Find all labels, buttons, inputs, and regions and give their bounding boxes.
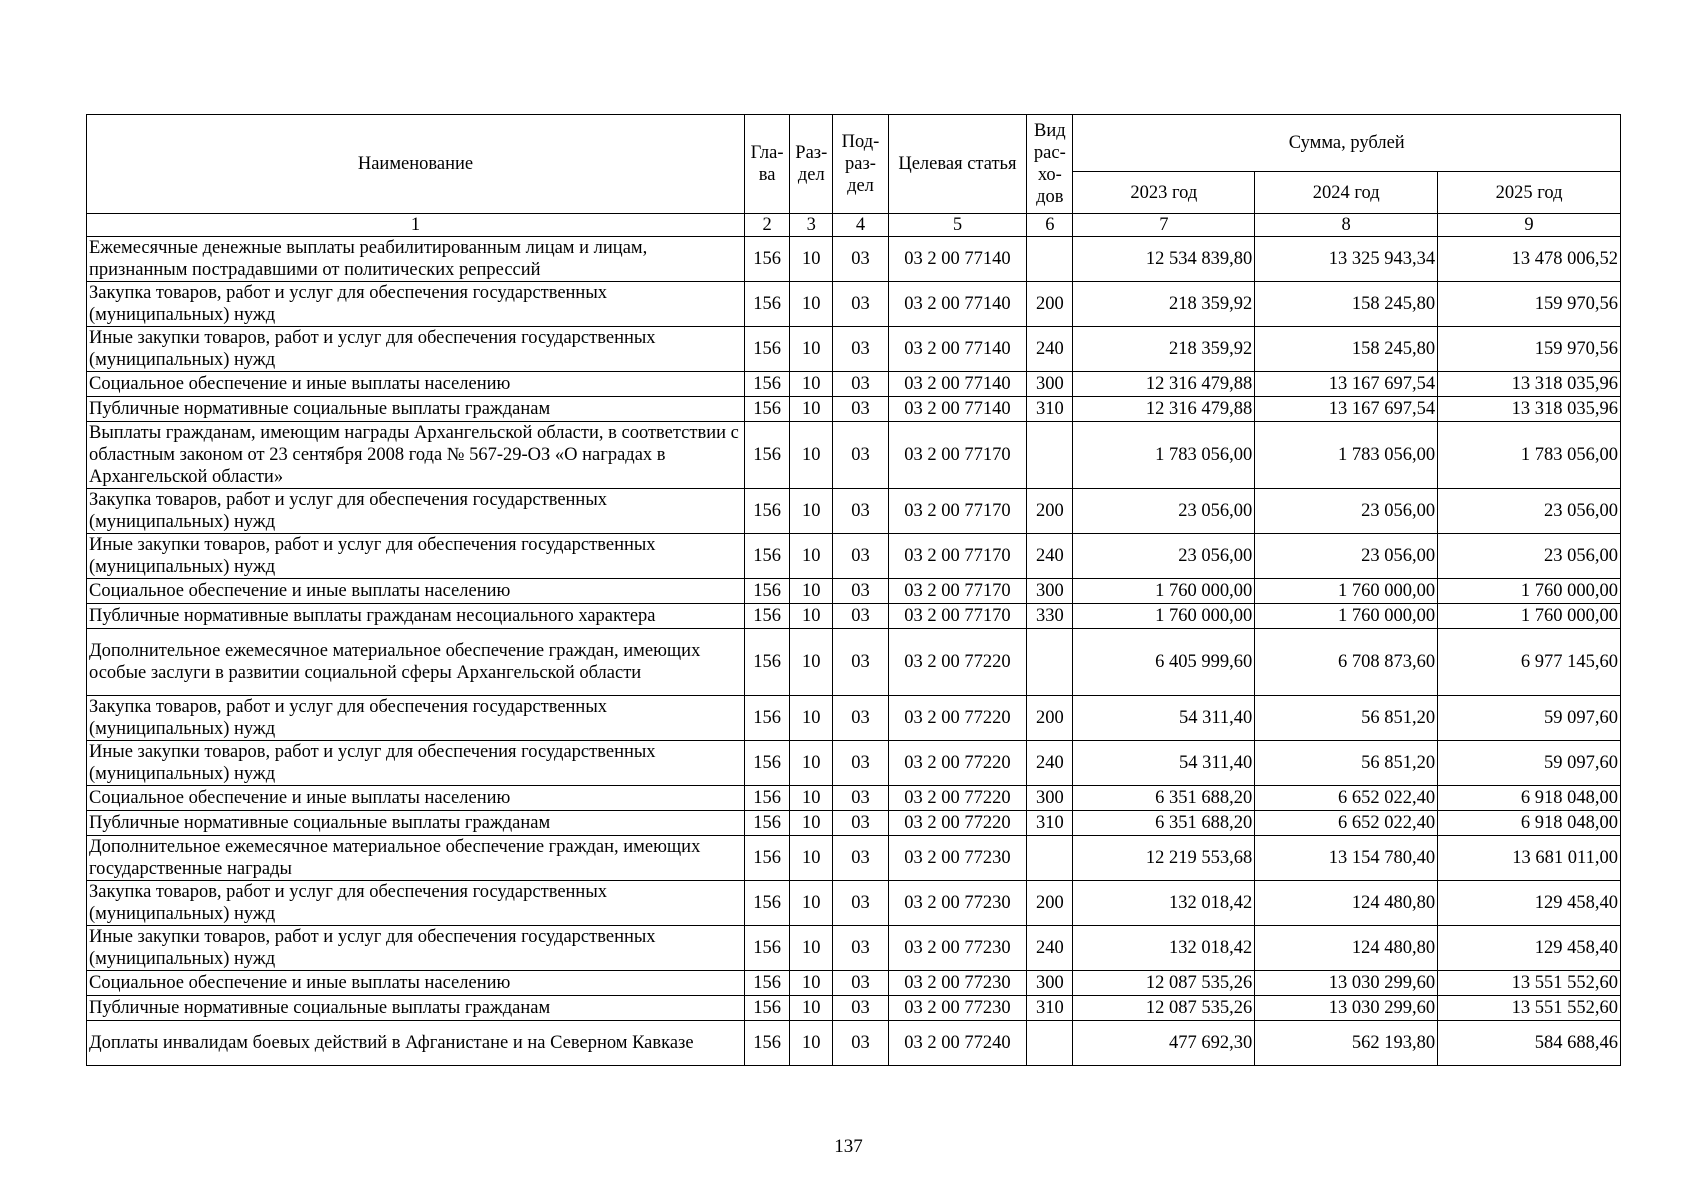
row-celevaya-statya: 03 2 00 77220: [888, 696, 1027, 741]
column-number: 8: [1255, 214, 1438, 237]
row-vid-rashodov: 310: [1027, 996, 1073, 1021]
row-vid-rashodov: 300: [1027, 971, 1073, 996]
row-celevaya-statya: 03 2 00 77170: [888, 422, 1027, 489]
row-podrazdel: 03: [833, 534, 888, 579]
row-vid-rashodov: 300: [1027, 786, 1073, 811]
row-vid-rashodov: 310: [1027, 397, 1073, 422]
table-row: [87, 811, 1621, 836]
row-celevaya-statya: 03 2 00 77220: [888, 741, 1027, 786]
row-celevaya-statya: 03 2 00 77170: [888, 604, 1027, 629]
row-vid-rashodov: [1027, 1021, 1073, 1066]
row-celevaya-statya: 03 2 00 77230: [888, 971, 1027, 996]
row-razdel: 10: [790, 811, 833, 836]
row-amount-2025: 13 318 035,96: [1438, 397, 1621, 422]
column-number: 1: [87, 214, 745, 237]
row-amount-2023: 23 056,00: [1073, 489, 1255, 534]
row-name: Социальное обеспечение и иные выплаты населению: [87, 579, 745, 604]
table-row: [87, 696, 1621, 741]
column-number: 4: [833, 214, 888, 237]
row-podrazdel: 03: [833, 881, 888, 926]
row-celevaya-statya: 03 2 00 77140: [888, 397, 1027, 422]
row-amount-2024: 56 851,20: [1255, 741, 1438, 786]
row-amount-2025: 13 318 035,96: [1438, 372, 1621, 397]
row-razdel: 10: [790, 604, 833, 629]
row-glava: 156: [744, 996, 789, 1021]
column-number: 9: [1438, 214, 1621, 237]
row-name: Публичные нормативные социальные выплаты гражданам: [87, 397, 745, 422]
column-number-row: [87, 214, 1621, 237]
row-celevaya-statya: 03 2 00 77170: [888, 489, 1027, 534]
row-amount-2023: 12 219 553,68: [1073, 836, 1255, 881]
row-name: Социальное обеспечение и иные выплаты населению: [87, 971, 745, 996]
row-amount-2023: 1 760 000,00: [1073, 604, 1255, 629]
budget-table: [86, 114, 1621, 1066]
row-amount-2024: 158 245,80: [1255, 282, 1438, 327]
column-number: 3: [790, 214, 833, 237]
row-amount-2023: 1 783 056,00: [1073, 422, 1255, 489]
row-vid-rashodov: 240: [1027, 926, 1073, 971]
table-row: [87, 881, 1621, 926]
row-glava: 156: [744, 971, 789, 996]
row-amount-2025: 1 760 000,00: [1438, 579, 1621, 604]
row-razdel: 10: [790, 1021, 833, 1066]
header-vid-rashodov: Вид рас-хо-дов: [1027, 115, 1073, 214]
row-razdel: 10: [790, 836, 833, 881]
row-podrazdel: 03: [833, 971, 888, 996]
row-name: Выплаты гражданам, имеющим награды Архангельской области, в соответствии с областным законом от 23 сентября 2008 года № 567-29-ОЗ «О наградах в Архангельской области»: [87, 422, 745, 489]
row-celevaya-statya: 03 2 00 77220: [888, 811, 1027, 836]
row-amount-2025: 159 970,56: [1438, 327, 1621, 372]
row-razdel: 10: [790, 696, 833, 741]
row-amount-2024: 6 652 022,40: [1255, 786, 1438, 811]
row-amount-2025: 59 097,60: [1438, 741, 1621, 786]
row-glava: 156: [744, 327, 789, 372]
row-celevaya-statya: 03 2 00 77230: [888, 926, 1027, 971]
row-amount-2025: 59 097,60: [1438, 696, 1621, 741]
row-glava: 156: [744, 489, 789, 534]
row-name: Закупка товаров, работ и услуг для обеспечения государственных (муниципальных) нужд: [87, 881, 745, 926]
table-row: [87, 372, 1621, 397]
row-amount-2023: 6 351 688,20: [1073, 786, 1255, 811]
row-razdel: 10: [790, 579, 833, 604]
header-glava: Гла-ва: [744, 115, 789, 214]
row-celevaya-statya: 03 2 00 77140: [888, 237, 1027, 282]
row-amount-2023: 132 018,42: [1073, 926, 1255, 971]
row-name: Публичные нормативные социальные выплаты гражданам: [87, 811, 745, 836]
row-celevaya-statya: 03 2 00 77170: [888, 534, 1027, 579]
row-podrazdel: 03: [833, 282, 888, 327]
table-row: [87, 422, 1621, 489]
row-razdel: 10: [790, 422, 833, 489]
row-podrazdel: 03: [833, 786, 888, 811]
row-vid-rashodov: 300: [1027, 579, 1073, 604]
row-amount-2025: 13 551 552,60: [1438, 971, 1621, 996]
row-amount-2024: 124 480,80: [1255, 926, 1438, 971]
row-celevaya-statya: 03 2 00 77220: [888, 629, 1027, 696]
table-body: [87, 237, 1621, 1066]
row-name: Иные закупки товаров, работ и услуг для обеспечения государственных (муниципальных) нужд: [87, 926, 745, 971]
row-razdel: 10: [790, 327, 833, 372]
row-amount-2023: 477 692,30: [1073, 1021, 1255, 1066]
row-glava: 156: [744, 534, 789, 579]
row-celevaya-statya: 03 2 00 77140: [888, 327, 1027, 372]
row-razdel: 10: [790, 971, 833, 996]
header-podrazdel: Под-раз-дел: [833, 115, 888, 214]
row-glava: 156: [744, 237, 789, 282]
row-name: Доплаты инвалидам боевых действий в Афганистане и на Северном Кавказе: [87, 1021, 745, 1066]
row-razdel: 10: [790, 237, 833, 282]
row-amount-2024: 56 851,20: [1255, 696, 1438, 741]
row-amount-2025: 6 977 145,60: [1438, 629, 1621, 696]
row-podrazdel: 03: [833, 604, 888, 629]
table-row: [87, 579, 1621, 604]
row-amount-2023: 12 087 535,26: [1073, 971, 1255, 996]
row-glava: 156: [744, 786, 789, 811]
row-podrazdel: 03: [833, 926, 888, 971]
row-glava: 156: [744, 836, 789, 881]
table-row: [87, 327, 1621, 372]
row-amount-2023: 6 405 999,60: [1073, 629, 1255, 696]
row-vid-rashodov: 240: [1027, 741, 1073, 786]
row-glava: 156: [744, 741, 789, 786]
row-name: Иные закупки товаров, работ и услуг для обеспечения государственных (муниципальных) нужд: [87, 327, 745, 372]
row-celevaya-statya: 03 2 00 77140: [888, 282, 1027, 327]
row-vid-rashodov: 200: [1027, 489, 1073, 534]
row-amount-2024: 13 030 299,60: [1255, 971, 1438, 996]
row-razdel: 10: [790, 881, 833, 926]
row-name: Публичные нормативные социальные выплаты гражданам: [87, 996, 745, 1021]
row-razdel: 10: [790, 741, 833, 786]
row-glava: 156: [744, 372, 789, 397]
row-amount-2023: 12 534 839,80: [1073, 237, 1255, 282]
table-row: [87, 836, 1621, 881]
row-podrazdel: 03: [833, 696, 888, 741]
row-amount-2023: 132 018,42: [1073, 881, 1255, 926]
row-amount-2024: 13 167 697,54: [1255, 397, 1438, 422]
row-vid-rashodov: 300: [1027, 372, 1073, 397]
row-celevaya-statya: 03 2 00 77230: [888, 996, 1027, 1021]
row-celevaya-statya: 03 2 00 77220: [888, 786, 1027, 811]
row-amount-2024: 13 030 299,60: [1255, 996, 1438, 1021]
row-name: Иные закупки товаров, работ и услуг для обеспечения государственных (муниципальных) нужд: [87, 741, 745, 786]
column-number: 6: [1027, 214, 1073, 237]
row-glava: 156: [744, 579, 789, 604]
row-podrazdel: 03: [833, 422, 888, 489]
header-name: Наименование: [87, 115, 745, 214]
row-podrazdel: 03: [833, 579, 888, 604]
row-vid-rashodov: 240: [1027, 534, 1073, 579]
table-row: [87, 534, 1621, 579]
row-celevaya-statya: 03 2 00 77240: [888, 1021, 1027, 1066]
row-amount-2023: 12 316 479,88: [1073, 372, 1255, 397]
row-razdel: 10: [790, 786, 833, 811]
row-razdel: 10: [790, 372, 833, 397]
row-vid-rashodov: [1027, 237, 1073, 282]
row-glava: 156: [744, 397, 789, 422]
row-celevaya-statya: 03 2 00 77140: [888, 372, 1027, 397]
row-razdel: 10: [790, 996, 833, 1021]
row-amount-2025: 1 783 056,00: [1438, 422, 1621, 489]
row-razdel: 10: [790, 489, 833, 534]
row-podrazdel: 03: [833, 811, 888, 836]
row-amount-2024: 6 708 873,60: [1255, 629, 1438, 696]
row-amount-2024: 23 056,00: [1255, 534, 1438, 579]
header-year-2025: 2025 год: [1438, 172, 1621, 214]
table-row: [87, 1021, 1621, 1066]
row-amount-2025: 584 688,46: [1438, 1021, 1621, 1066]
row-vid-rashodov: 330: [1027, 604, 1073, 629]
row-razdel: 10: [790, 629, 833, 696]
row-amount-2023: 23 056,00: [1073, 534, 1255, 579]
header-celevaya-statya: Целевая статья: [888, 115, 1027, 214]
row-vid-rashodov: [1027, 629, 1073, 696]
row-podrazdel: 03: [833, 489, 888, 534]
row-amount-2023: 54 311,40: [1073, 741, 1255, 786]
table-row: [87, 282, 1621, 327]
row-name: Дополнительное ежемесячное материальное обеспечение граждан, имеющих особые заслуги в развитии социальной сферы Архангельской области: [87, 629, 745, 696]
row-amount-2025: 129 458,40: [1438, 926, 1621, 971]
row-glava: 156: [744, 1021, 789, 1066]
row-amount-2025: 13 681 011,00: [1438, 836, 1621, 881]
table-row: [87, 926, 1621, 971]
row-glava: 156: [744, 629, 789, 696]
table-row: [87, 397, 1621, 422]
row-amount-2023: 12 087 535,26: [1073, 996, 1255, 1021]
row-glava: 156: [744, 811, 789, 836]
row-razdel: 10: [790, 397, 833, 422]
row-glava: 156: [744, 282, 789, 327]
row-razdel: 10: [790, 926, 833, 971]
column-number: 2: [744, 214, 789, 237]
row-amount-2024: 13 167 697,54: [1255, 372, 1438, 397]
row-amount-2024: 1 760 000,00: [1255, 604, 1438, 629]
column-number: 5: [888, 214, 1027, 237]
row-amount-2024: 23 056,00: [1255, 489, 1438, 534]
row-celevaya-statya: 03 2 00 77230: [888, 881, 1027, 926]
row-amount-2025: 13 551 552,60: [1438, 996, 1621, 1021]
header-year-2023: 2023 год: [1073, 172, 1255, 214]
row-podrazdel: 03: [833, 372, 888, 397]
row-name: Закупка товаров, работ и услуг для обеспечения государственных (муниципальных) нужд: [87, 489, 745, 534]
row-podrazdel: 03: [833, 836, 888, 881]
table-row: [87, 237, 1621, 282]
row-amount-2024: 158 245,80: [1255, 327, 1438, 372]
row-amount-2023: 218 359,92: [1073, 327, 1255, 372]
row-amount-2025: 1 760 000,00: [1438, 604, 1621, 629]
table-row: [87, 786, 1621, 811]
row-podrazdel: 03: [833, 629, 888, 696]
row-glava: 156: [744, 422, 789, 489]
row-glava: 156: [744, 881, 789, 926]
row-podrazdel: 03: [833, 741, 888, 786]
row-name: Иные закупки товаров, работ и услуг для обеспечения государственных (муниципальных) нужд: [87, 534, 745, 579]
row-amount-2024: 124 480,80: [1255, 881, 1438, 926]
row-name: Дополнительное ежемесячное материальное обеспечение граждан, имеющих государственные награды: [87, 836, 745, 881]
row-amount-2023: 1 760 000,00: [1073, 579, 1255, 604]
row-celevaya-statya: 03 2 00 77230: [888, 836, 1027, 881]
row-amount-2025: 129 458,40: [1438, 881, 1621, 926]
row-amount-2025: 6 918 048,00: [1438, 811, 1621, 836]
row-vid-rashodov: [1027, 422, 1073, 489]
row-amount-2024: 13 154 780,40: [1255, 836, 1438, 881]
row-name: Публичные нормативные выплаты гражданам несоциального характера: [87, 604, 745, 629]
row-vid-rashodov: [1027, 836, 1073, 881]
row-name: Социальное обеспечение и иные выплаты населению: [87, 786, 745, 811]
row-vid-rashodov: 200: [1027, 282, 1073, 327]
row-amount-2023: 12 316 479,88: [1073, 397, 1255, 422]
row-amount-2024: 1 760 000,00: [1255, 579, 1438, 604]
row-amount-2025: 23 056,00: [1438, 489, 1621, 534]
row-name: Ежемесячные денежные выплаты реабилитированным лицам и лицам, признанным пострадавшими от политических репрессий: [87, 237, 745, 282]
row-name: Закупка товаров, работ и услуг для обеспечения государственных (муниципальных) нужд: [87, 282, 745, 327]
row-celevaya-statya: 03 2 00 77170: [888, 579, 1027, 604]
row-amount-2025: 6 918 048,00: [1438, 786, 1621, 811]
row-amount-2023: 6 351 688,20: [1073, 811, 1255, 836]
page-number: 137: [834, 1136, 863, 1157]
header-year-2024: 2024 год: [1255, 172, 1438, 214]
row-glava: 156: [744, 926, 789, 971]
row-name: Закупка товаров, работ и услуг для обеспечения государственных (муниципальных) нужд: [87, 696, 745, 741]
row-glava: 156: [744, 604, 789, 629]
table-row: [87, 604, 1621, 629]
row-razdel: 10: [790, 534, 833, 579]
table-row: [87, 741, 1621, 786]
row-vid-rashodov: 310: [1027, 811, 1073, 836]
row-amount-2024: 6 652 022,40: [1255, 811, 1438, 836]
row-amount-2025: 23 056,00: [1438, 534, 1621, 579]
row-amount-2025: 159 970,56: [1438, 282, 1621, 327]
header-razdel: Раз-дел: [790, 115, 833, 214]
row-amount-2024: 562 193,80: [1255, 1021, 1438, 1066]
row-glava: 156: [744, 696, 789, 741]
header-summa: Сумма, рублей: [1073, 115, 1621, 172]
row-amount-2025: 13 478 006,52: [1438, 237, 1621, 282]
table-row: [87, 489, 1621, 534]
row-podrazdel: 03: [833, 397, 888, 422]
row-razdel: 10: [790, 282, 833, 327]
table-row: [87, 971, 1621, 996]
row-amount-2023: 54 311,40: [1073, 696, 1255, 741]
row-amount-2023: 218 359,92: [1073, 282, 1255, 327]
row-name: Социальное обеспечение и иные выплаты населению: [87, 372, 745, 397]
row-amount-2024: 1 783 056,00: [1255, 422, 1438, 489]
row-vid-rashodov: 200: [1027, 881, 1073, 926]
table-header: [87, 115, 1621, 237]
column-number: 7: [1073, 214, 1255, 237]
table-row: [87, 996, 1621, 1021]
row-podrazdel: 03: [833, 327, 888, 372]
row-podrazdel: 03: [833, 1021, 888, 1066]
row-vid-rashodov: 240: [1027, 327, 1073, 372]
row-podrazdel: 03: [833, 996, 888, 1021]
table-row: [87, 629, 1621, 696]
row-vid-rashodov: 200: [1027, 696, 1073, 741]
row-podrazdel: 03: [833, 237, 888, 282]
row-amount-2024: 13 325 943,34: [1255, 237, 1438, 282]
